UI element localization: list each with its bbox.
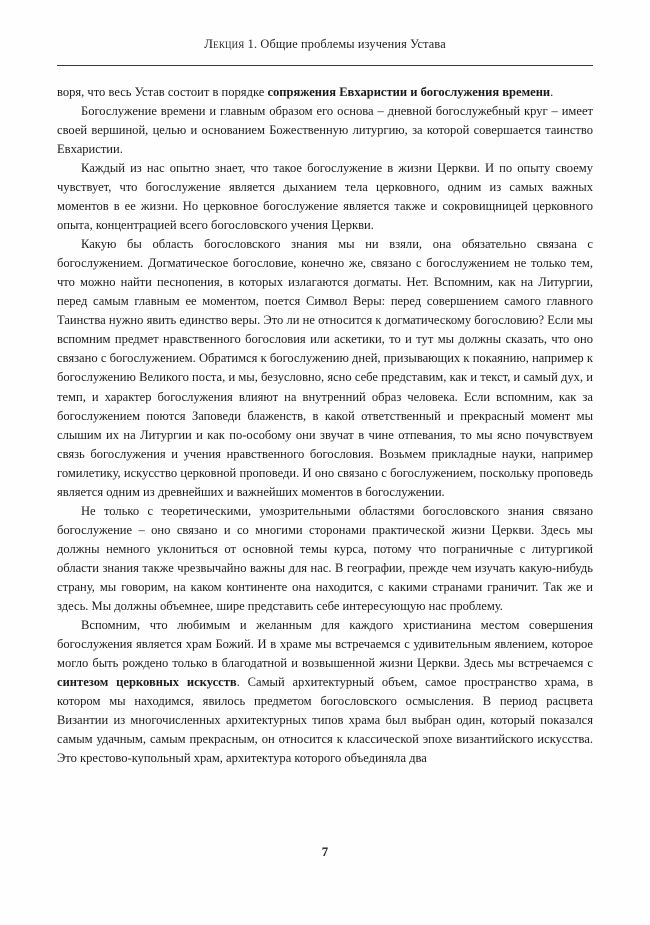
paragraph-6-text-post: . Самый архитектурный объем, самое пространство храма, в котором мы находимся, явилось предметом богословского осмысления. В период расцвета Византии из многочисленных архитектурных типов храма был выбран один, который показался самым удачным, самым прекрасным, он относится к классической эпохе византийского искусства. Это крестово-купольный храм, архитектура которого объединяла два [57,675,593,766]
running-header [57,36,593,52]
paragraph-4: Какую бы область богословского знания мы ни взяли, она обязательно связана с богослужением. Догматическое богословие, конечно же, связано с богослужением не только тем, что можно найти песнопения, в которых излагаются догматы. Нет. Вспомним, как на Литургии, перед самым главным ее моментом, поется Символ Веры: перед совершением самого главного Таинства нужно явить единство веры. Это ли не относится к догматическому богословию? Если мы вспомним предмет нравственного богословия или аскетики, то и тут мы должны сказать, что оно связано с богослужением. Обратимся к богослужению дней, призывающих к покаянию, например к богослужению Великого поста, и мы, безусловно, ясно себе представим, как и текст, и самый дух, и темп, и характер богослужения влияют на внутренний образ человека. Если вспомним, как за богослужением поются Заповеди блаженств, в какой ответственный и прекрасный момент мы слышим их на Литургии и как по-особому они звучат в чине отпевания, то мы ясно почувствуем связь богослужения и учения нравственного богословия. Возьмем прикладные науки, например гомилетику, искусство церковной проповеди. И оно связано с богослужением, поскольку проповедь является одним из древнейших и важнейших моментов в богослужении. [57,237,593,499]
page-content [57,36,593,768]
paragraph-1-text-pre: воря, что весь Устав состоит в порядке [57,84,268,99]
paragraph-1-text-post: . [550,84,554,99]
page-number: 7 [321,845,329,859]
emphasis-sopryazhenie: сопряжения Евхаристии и богослужения времени [267,84,551,99]
paragraph-2: Богослужение времени и главным образом его основа – дневной богослужебный круг – имеет своей вершиной, целью и основанием Божественную литургию, за которой совершается таинство Евхаристии. [57,103,593,156]
body-text-column [57,83,593,769]
paragraph-1 [57,83,593,102]
paragraph-6 [57,616,593,768]
paragraph-6-text-pre: Вспомним, что любимым и желанным для каждого христианина местом совершения богослужения является храм Божий. И в храме мы встречаемся с удивительным явлением, которое могло быть рождено только в благодатной и возвышенной жизни Церкви. Здесь мы встречаемся с [57,618,593,671]
paragraph-3: Каждый из нас опытно знает, что такое богослужение в жизни Церкви. И по опыту своему чувствует, что богослужение является дыханием тела церковного, одним из самых важных моментов в ее жизни. Но церковное богослужение является также и сокровищницей церковного опыта, концентрацией всего богословского учения Церкви. [57,160,593,233]
paragraph-5: Не только с теоретическими, умозрительными областями богословского знания связано богослужение – оно связано и со многими сторонами практической жизни Церкви. Здесь мы должны немного уклониться от основной темы курса, потому что пограничные с литургикой области знания также чрезвычайно важны для нас. В географии, прежде чем изучать какую-нибудь страну, мы говорим, на каком континенте она находится, с какими странами граничит. Так же и здесь. Мы должны объемнее, шире представить себе интересующую нас проблему. [57,503,593,614]
emphasis-sintez-tserkovnyh-iskusstv: синтезом церковных искусств [57,675,237,690]
running-header-lecture-word: Лекция [204,36,245,51]
running-header-rest: 1. Общие проблемы изучения Устава [244,37,446,51]
header-divider-rule [57,65,593,66]
